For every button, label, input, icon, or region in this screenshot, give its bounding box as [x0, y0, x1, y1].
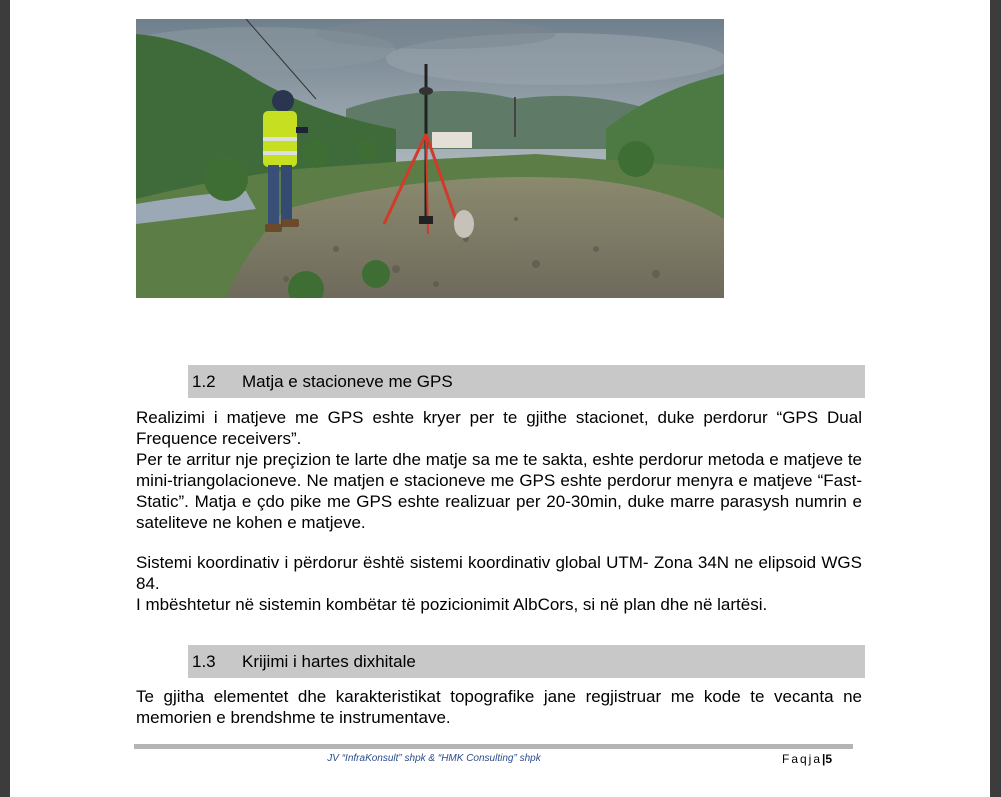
- document-page: [10, 0, 990, 797]
- paragraph-gps-method: Per te arritur nje preçizion te larte dhe matje sa me te sakta, eshte perdorur metoda e matjeve te mini-triangolacioneve. Ne matjen e stacioneve me GPS eshte perdorur menyra e matjeve “Fast-Static”. Matja e çdo pike me GPS eshte realizuar per 20-30min, duke marre parasysh numrin e sateliteve ne kohen e matjeve.: [136, 450, 862, 532]
- footer-company: JV “InfraKonsult” shpk & “HMK Consulting” shpk: [327, 753, 541, 764]
- footer-divider: [134, 744, 853, 749]
- section-number: 1.3: [192, 652, 216, 671]
- photo-illustration: [136, 19, 724, 298]
- section-title: Krijimi i hartes dixhitale: [242, 652, 416, 671]
- footer-page-number: [782, 752, 832, 766]
- section-number: 1.2: [192, 372, 216, 391]
- section-heading-1-2: [188, 365, 865, 398]
- paragraph-coordinate-system: Sistemi koordinativ i përdorur është sistemi koordinativ global UTM- Zona 34N ne elipsoid WGS 84.: [136, 553, 862, 593]
- gps-survey-photo: [136, 19, 724, 298]
- page-number: 5: [825, 752, 833, 766]
- page-separator: |: [822, 752, 826, 766]
- viewer-background-edge: [990, 0, 1001, 797]
- paragraph-albcors: I mbështetur në sistemin kombëtar të pozicionimit AlbCors, si në plan dhe në lartësi.: [136, 595, 768, 614]
- paragraph-digital-map: Te gjitha elementet dhe karakteristikat topografike jane regjistruar me kode te vecanta ne memorien e brendshme te instrumentave.: [136, 687, 862, 727]
- section-title: Matja e stacioneve me GPS: [242, 372, 453, 391]
- section-heading-1-3: [188, 645, 865, 678]
- paragraph-gps-receivers: Realizimi i matjeve me GPS eshte kryer per te gjithe stacionet, duke perdorur “GPS Dual Frequence receivers”.: [136, 408, 862, 448]
- page-label: Faqja: [782, 752, 823, 766]
